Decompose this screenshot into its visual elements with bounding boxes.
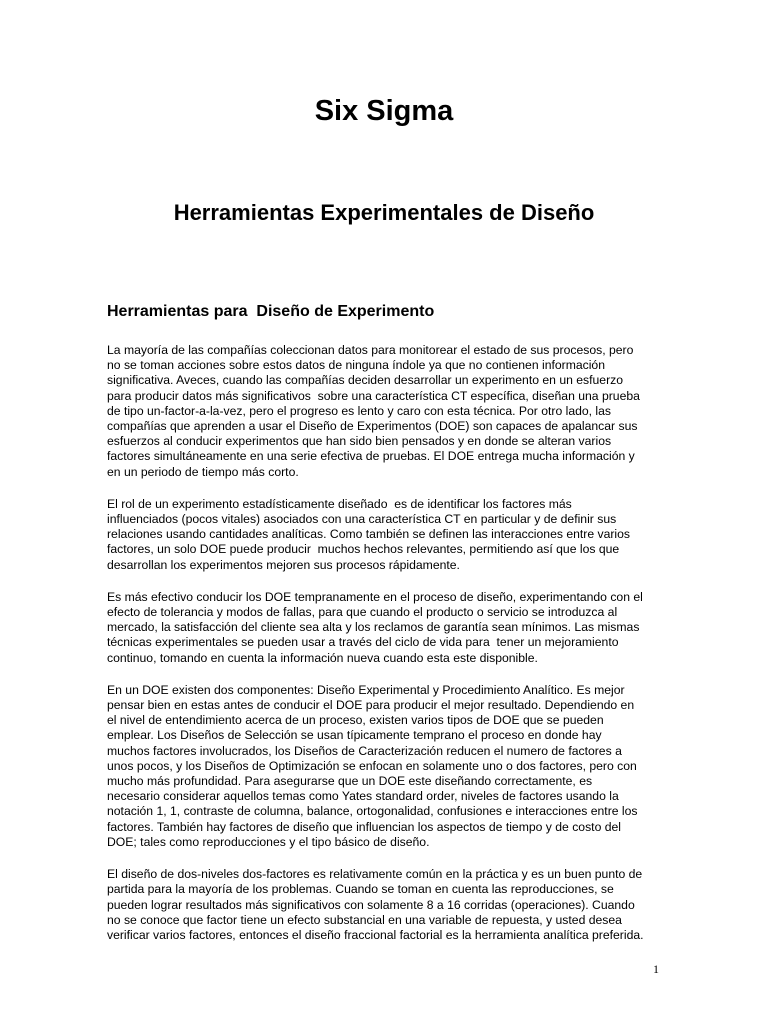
section-heading: Herramientas para Diseño de Experimento	[107, 303, 435, 320]
page-number: 1	[653, 962, 659, 976]
document-title: Six Sigma	[314, 95, 454, 127]
paragraph-2: El rol de un experimento estadísticamente diseñado es de identificar los factores más influenciados (pocos vitales) asociados con una característica CT en particular y de definir sus relaciones usando cantidades analíticas. Como también se definen las interacciones entre varios factores, un solo DOE puede producir muchos hechos relevantes, permitiendo así que los que desarrollan los experimentos mejoren sus procesos rápidamente.	[107, 496, 631, 572]
paragraph-4: En un DOE existen dos componentes: Diseño Experimental y Procedimiento Analítico. Es mejor pensar bien en estas antes de conducir el DOE para producir el mejor resultado. Dependiendo en el nivel de entendimiento acerca de un proceso, existen varios tipos de DOE que se pueden emplear. Los Diseños de Selección se usan típicamente temprano el proceso en donde hay muchos factores involucrados, los Diseños de Caracterización reducen el numero de factores a unos pocos, y los Diseños de Optimización se enfocan en solamente uno o dos factores, pero con mucho más profundidad. Para asegurarse que un DOE este diseñando correctamente, es necesario considerar aquellos temas como Yates standard order, niveles de factores usando la notación 1, 1, contraste de columna, balance, ortogonalidad, confusiones e interacciones entre los factores. También hay factores de diseño que influencian los aspectos de tiempo y de costo del DOE; tales como reproducciones y el tipo básico de diseño.	[107, 682, 638, 849]
paragraph-3: Es más efectivo conducir los DOE tempranamente en el proceso de diseño, experimentando con el efecto de tolerancia y modos de fallas, para que cuando el producto o servicio se introduzca al mercado, la satisfacción del cliente sea alta y los reclamos de garantía sean mínimos. Las mismas técnicas experimentales se pueden usar a través del ciclo de vida para tener un mejoramiento continuo, tomando en cuenta la información nueva cuando esta este disponible.	[107, 589, 643, 665]
body-text	[107, 343, 667, 960]
paragraph-1: La mayoría de las compañías coleccionan datos para monitorear el estado de sus procesos, pero no se toman acciones sobre estos datos de ninguna índole ya que no contienen información significativa. Aveces, cuando las compañías deciden desarrollar un experimento en un esfuerzo para producir datos más significativos sobre una característica CT específica, diseñan una prueba de tipo un-factor-a-la-vez, pero el progreso es lento y caro con esta técnica. Por otro lado, las compañías que aprenden a usar el Diseño de Experimentos (DOE) son capaces de apalancar sus esfuerzos al conducir experimentos que han sido bien pensados y en donde se alteran varios factores simultáneamente en una serie efectiva de pruebas. El DOE entrega mucha información y en un periodo de tiempo más corto.	[107, 343, 640, 479]
paragraph-5: El diseño de dos-niveles dos-factores es relativamente común en la práctica y es un buen punto de partida para la mayoría de los problemas. Cuando se toman en cuenta las reproducciones, se pueden lograr resultados más significativos con solamente 8 a 16 corridas (operaciones). Cuando no se conoce que factor tiene un efecto substancial en una variable de repuesta, y usted desea verificar varios factores, entonces el diseño fraccional factorial es la herramienta analítica preferida.	[107, 867, 644, 942]
document-subtitle: Herramientas Experimentales de Diseño	[173, 200, 595, 225]
